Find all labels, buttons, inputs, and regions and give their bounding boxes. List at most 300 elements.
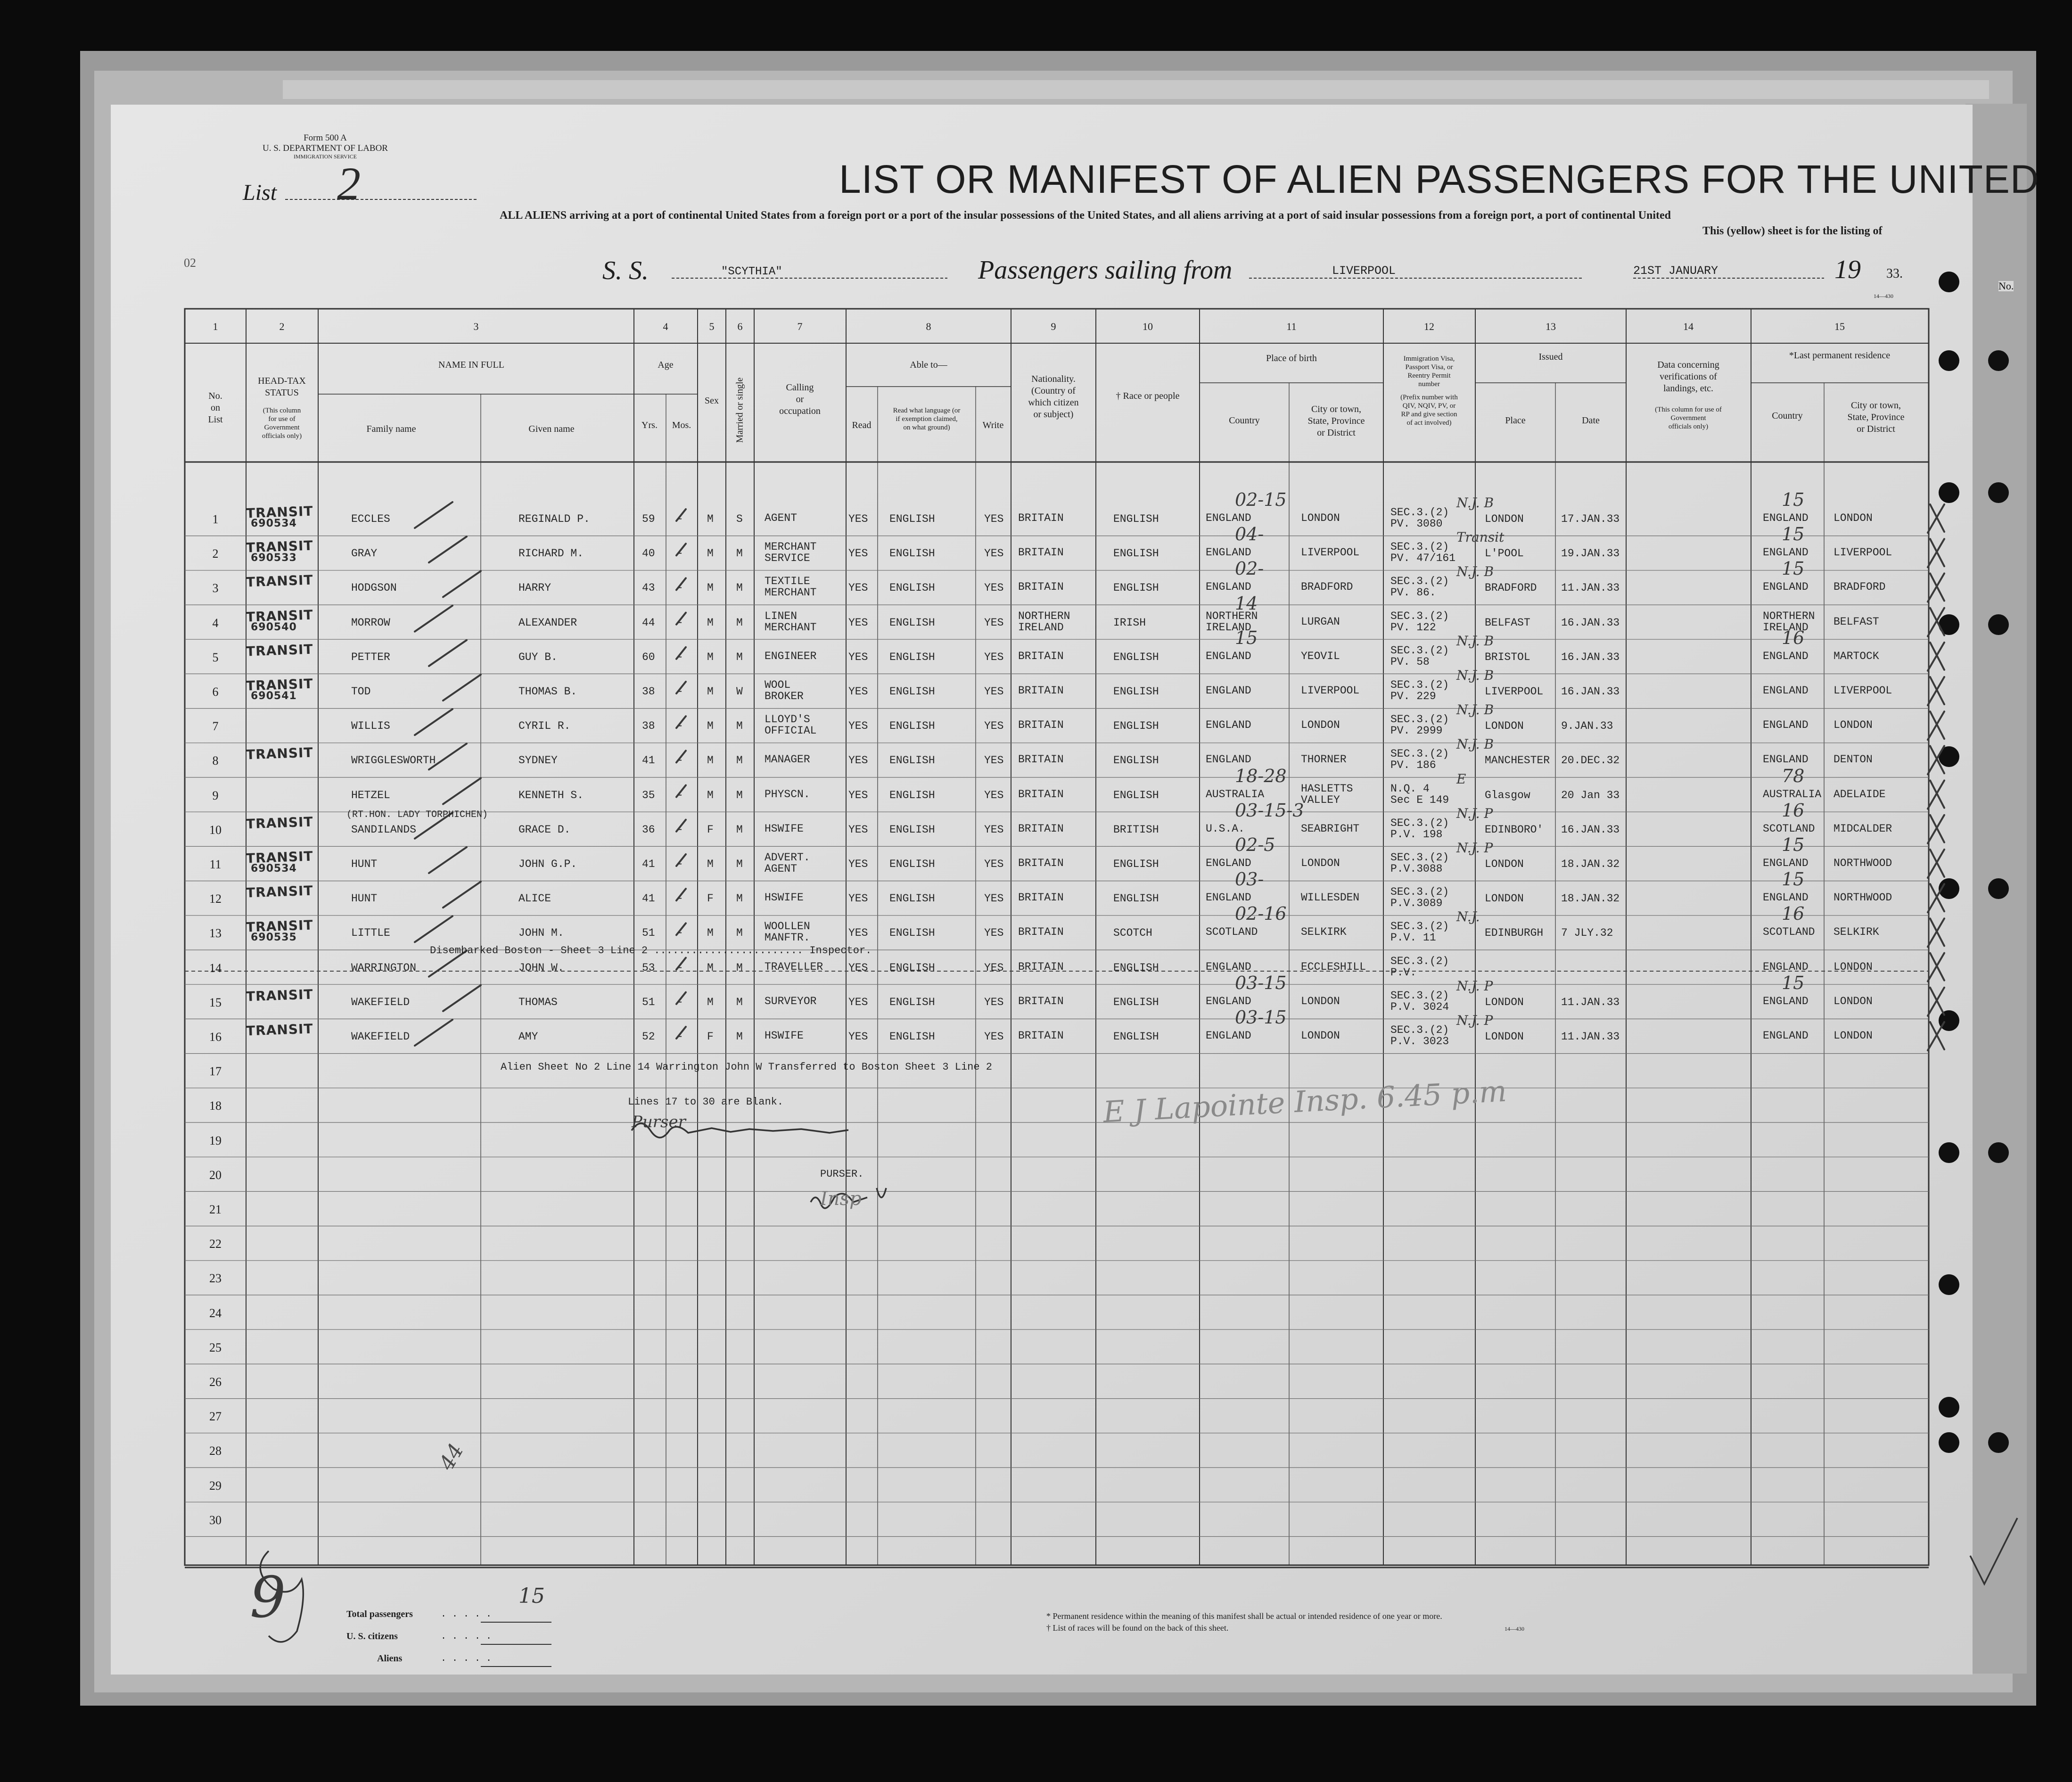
year-suffix: 33. [1886,266,1903,281]
residence-country: SCOTLAND [1763,926,1815,939]
residence-country: AUSTRALIA [1763,788,1822,800]
manifest-title: LIST OR MANIFEST OF ALIEN PASSENGERS FOR THE UNITED [839,157,2039,201]
read-language: ENGLISH [889,720,935,733]
row-number: 8 [212,754,219,768]
occupation: WOOLLEN [765,920,810,933]
residence-city: NORTHWOOD [1834,891,1892,904]
age-years: 52 [642,1031,655,1043]
transit-stamp-number: 690534 [251,518,297,529]
sex: M [707,858,714,870]
can-read: YES [848,1031,868,1043]
row-number: 27 [209,1410,222,1424]
age-years: 35 [642,789,655,801]
visa-number: P.V.3089 [1390,897,1443,910]
visa-number: P.V. 3023 [1390,1035,1449,1048]
residence-country: ENGLAND [1763,512,1809,524]
race: SCOTCH [1113,927,1152,940]
birth-code-annotation: 03-15 [1235,1007,1287,1028]
race: ENGLISH [1113,1031,1159,1043]
age-months: - [677,858,683,870]
birth-city: ECCLESHILL [1301,960,1366,973]
occupation: SURVEYOR [765,995,817,1007]
residence-city: LONDON [1834,995,1873,1007]
age-months: - [677,996,683,1008]
visa-number: SEC.3.(2) [1390,817,1449,829]
birth-country: ENGLAND [1206,581,1251,594]
visa-annotation: N.J. P [1456,978,1493,994]
row-number: 10 [209,823,222,837]
family-name: HETZEL [351,789,390,801]
issued-date: 17.JAN.33 [1561,513,1620,525]
nationality: BRITAIN [1018,512,1064,524]
row-number: 15 [209,995,222,1009]
total-line-2 [481,1644,551,1645]
occupation: MERCHANT [765,586,817,599]
header-landings: Data concerning verifications of landings, etc. [1657,360,1719,394]
residence-city: MARTOCK [1834,650,1879,662]
age-months: - [677,513,683,525]
birth-code-annotation: 14 [1235,593,1258,614]
nationality: BRITAIN [1018,753,1064,766]
age-months: - [677,720,683,733]
can-write: YES [984,513,1004,525]
birth-city: HASLETTS [1301,782,1353,795]
header-place-of-birth: Place of birth [1266,353,1317,363]
transit-stamp-number: 690540 [251,621,297,633]
birth-country: U.S.A. [1206,822,1245,835]
blank-lines-note: Lines 17 to 30 are Blank. [628,1096,784,1108]
row-number: 11 [209,858,222,871]
visa-annotation: Transit [1456,529,1505,545]
age-years: 44 [642,616,655,629]
residence-code-annotation: 16 [1782,627,1805,648]
row-number: 7 [212,719,219,734]
can-write: YES [984,616,1004,629]
birth-code-annotation: 15 [1235,627,1258,648]
transit-stamp-number: 690541 [251,690,297,702]
visa-number: P.V. 11 [1390,932,1436,944]
can-read: YES [848,720,868,733]
nationality: NORTHERN [1018,610,1070,622]
family-name: SANDILANDS [351,823,417,836]
header-write: Write [982,420,1004,430]
residence-country: ENGLAND [1763,650,1809,662]
header-no-on-list: No. on List [208,391,223,425]
occupation: MANFTR. [765,932,810,944]
visa-number: SEC.3.(2) [1390,575,1449,588]
marital-status: M [736,823,743,836]
row-number: 19 [209,1133,222,1147]
birth-city: LONDON [1301,719,1340,732]
can-write: YES [984,720,1004,733]
nationality: BRITAIN [1018,719,1064,732]
read-language: ENGLISH [889,685,935,698]
row-number: 30 [209,1513,222,1527]
can-read: YES [848,996,868,1008]
occupation: MANAGER [765,753,810,766]
birth-city: LONDON [1301,995,1340,1007]
sailing-date: 21ST JANUARY [1633,264,1718,278]
footnote-form-code: 14—430 [1505,1625,1524,1632]
can-read: YES [848,582,868,594]
read-language: ENGLISH [889,651,935,663]
header-last-residence: *Last permanent residence [1789,350,1891,361]
nationality: BRITAIN [1018,822,1064,835]
birth-country: AUSTRALIA [1206,788,1265,800]
residence-country: IRELAND [1763,621,1809,634]
race: ENGLISH [1113,582,1159,594]
header-read: Read [852,420,872,430]
intro-text-line-2: This (yellow) sheet is for the listing of [1702,225,1883,237]
given-name: JOHN G.P. [518,858,577,870]
visa-annotation: E [1456,771,1466,787]
race: ENGLISH [1113,754,1159,767]
race: IRISH [1113,616,1146,629]
header-head-tax: HEAD-TAX STATUS [258,376,306,398]
residence-country: ENGLAND [1763,719,1809,732]
issued-place: LONDON [1485,996,1524,1008]
column-number: 2 [279,321,285,332]
column-number: 10 [1143,321,1153,332]
can-write: YES [984,1031,1004,1043]
column-number: 1 [213,321,218,332]
age-months: - [677,547,683,560]
age-months: - [677,961,683,974]
header-able-to: Able to— [910,360,947,370]
visa-number: PV. 2999 [1390,725,1443,737]
can-write: YES [984,858,1004,870]
given-name: THOMAS B. [518,685,577,698]
can-read: YES [848,513,868,525]
issued-date: 20 Jan 33 [1561,789,1620,801]
marital-status: M [736,789,743,801]
marital-status: M [736,547,743,560]
us-citizens-leader: . . . . . [441,1631,492,1642]
row-number: 24 [209,1306,222,1320]
marital-status: M [736,754,743,767]
sex: F [707,892,714,905]
visa-number: PV. 186 [1390,759,1436,772]
residence-country: ENGLAND [1763,857,1809,869]
transit-stamp-number: 690535 [251,932,297,944]
transit-stamp: TRANSIT [246,607,313,625]
birth-city: LURGAN [1301,615,1340,628]
read-language: ENGLISH [889,823,935,836]
header-issued-place: Place [1505,415,1526,426]
marital-status: M [736,651,743,663]
race: ENGLISH [1113,685,1159,698]
residence-city: DENTON [1834,753,1873,766]
read-language: ENGLISH [889,961,935,974]
visa-number: SEC.3.(2) [1390,610,1449,622]
issued-date: 16.JAN.33 [1561,651,1620,663]
residence-city: MIDCALDER [1834,822,1892,835]
issued-date: 20.DEC.32 [1561,754,1620,767]
sex: F [707,1031,714,1043]
header-race: † Race or people [1116,391,1180,401]
issued-place: MANCHESTER [1485,754,1550,767]
issued-place: Glasgow [1485,789,1530,801]
visa-number: PV. 58 [1390,655,1430,668]
column-number: 5 [709,321,715,332]
birth-city: LONDON [1301,857,1340,869]
issued-date: 19.JAN.33 [1561,547,1620,560]
residence-country: ENGLAND [1763,753,1809,766]
birth-code-annotation: 03-15 [1235,972,1287,993]
read-language: ENGLISH [889,547,935,560]
marital-status: S [736,513,743,525]
row-number: 14 [209,961,222,975]
visa-number: P.V.3088 [1390,863,1443,875]
visa-number: SEC.3.(2) [1390,989,1449,1002]
sex: M [707,616,714,629]
sex: F [707,823,714,836]
us-citizens-label: U. S. citizens [346,1631,398,1642]
age-months: - [677,616,683,629]
issued-place: L'POOL [1485,547,1524,560]
birth-country: ENGLAND [1206,753,1251,766]
disembarked-note: Disembarked Boston - Sheet 3 Line 2 ........................ Inspector. [430,945,872,957]
visa-number: SEC.3.(2) [1390,1024,1449,1036]
family-name: GRAY [351,547,378,560]
occupation: AGENT [765,863,798,875]
can-write: YES [984,547,1004,560]
visa-annotation: N.J. P [1456,840,1493,856]
visa-number: P.V. [1390,966,1417,979]
visa-annotation: N.J. B [1456,564,1494,580]
form-number: Form 500 A [304,133,347,143]
issued-place: LONDON [1485,1031,1524,1043]
age-years: 59 [642,513,655,525]
issued-date: 16.JAN.33 [1561,685,1620,698]
column-number: 9 [1051,321,1056,332]
issued-date: 16.JAN.33 [1561,616,1620,629]
residence-code-annotation: 78 [1782,765,1805,786]
birth-code-annotation: 18-28 [1235,765,1287,786]
birth-code-annotation: 02-16 [1235,903,1287,924]
birth-city: LIVERPOOL [1301,685,1360,697]
occupation: SERVICE [765,552,810,565]
age-years: 51 [642,996,655,1008]
race: ENGLISH [1113,892,1159,905]
residence-city: LONDON [1834,1030,1873,1042]
given-name: RICHARD M. [518,547,584,560]
occupation: AGENT [765,512,798,524]
marital-status: M [736,582,743,594]
form-code-top: 14—430 [1874,293,1893,299]
visa-number: SEC.3.(2) [1390,644,1449,657]
read-language: ENGLISH [889,927,935,940]
issued-place: LONDON [1485,513,1524,525]
birth-country: ENGLAND [1206,719,1251,732]
visa-number: SEC.3.(2) [1390,851,1449,864]
sailing-from-label: Passengers sailing from [978,256,1233,285]
age-months: - [677,754,683,767]
visa-number: N.Q. 4 [1390,782,1430,795]
visa-annotation: N.J. B [1456,702,1494,718]
visa-number: PV. 47/161 [1390,552,1456,565]
visa-number: PV. 229 [1390,690,1436,702]
header-birth-city: City or town, State, Province or District [1307,404,1365,438]
form-identifier [222,133,429,160]
occupation: HSWIFE [765,822,804,835]
transit-stamp: TRANSIT [246,986,313,1005]
read-language: ENGLISH [889,858,935,870]
row-number: 2 [212,547,219,561]
nationality: BRITAIN [1018,788,1064,800]
given-name: JOHN W. [518,961,564,974]
birth-code-annotation: 03-15-3 [1235,800,1304,821]
total-passengers-label: Total passengers [346,1609,413,1619]
age-months: - [677,685,683,698]
column-number: 12 [1424,321,1434,332]
birth-country: SCOTLAND [1206,926,1258,939]
sex: M [707,961,714,974]
issued-place: EDINBURGH [1485,927,1544,940]
occupation: PHYSCN. [765,788,810,800]
age-months: - [677,789,683,801]
can-read: YES [848,754,868,767]
row-number: 21 [209,1203,222,1216]
issued-place: BRADFORD [1485,582,1537,594]
occupation: HSWIFE [765,1030,804,1042]
marital-status: M [736,616,743,629]
departure-port: LIVERPOOL [1332,264,1396,278]
birth-code-annotation: 02-5 [1235,834,1275,855]
read-language: ENGLISH [889,616,935,629]
row-number: 4 [212,616,219,630]
row-number: 26 [209,1375,222,1389]
department-label: U. S. DEPARTMENT OF LABOR [263,143,388,153]
header-birth-country: Country [1229,415,1260,426]
transit-stamp: TRANSIT [246,814,313,832]
given-name: REGINALD P. [518,513,590,525]
occupation: LLOYD'S [765,713,810,726]
header-visa-note: (Prefix number with QIV, NQIV, PV, or RP and give section of act involved) [1400,394,1458,427]
nationality: BRITAIN [1018,650,1064,662]
read-language: ENGLISH [889,892,935,905]
birth-country: NORTHERN [1206,610,1258,622]
sex: M [707,513,714,525]
given-name: SYDNEY [518,754,558,767]
age-years: 41 [642,754,655,767]
residence-country: ENGLAND [1763,685,1809,697]
visa-annotation: N.J. B [1456,668,1494,683]
transit-stamp: TRANSIT [246,917,313,935]
family-name: WRIGGLESWORTH [351,754,436,767]
family-name: PETTER [351,651,390,663]
occupation: HSWIFE [765,891,804,904]
row-number: 25 [209,1340,222,1354]
header-calling: Calling or occupation [779,382,821,416]
issued-date: 7 JLY.32 [1561,927,1613,940]
family-name: ECCLES [351,513,390,525]
occupation: TEXTILE [765,575,810,588]
occupation: BROKER [765,690,804,702]
residence-code-annotation: 16 [1782,903,1805,924]
row-number: 12 [209,892,222,906]
transit-stamp: TRANSIT [246,572,313,590]
marital-status: M [736,961,743,974]
nationality: BRITAIN [1018,960,1064,973]
issued-place: LIVERPOOL [1485,685,1544,698]
sex: M [707,651,714,663]
race: ENGLISH [1113,547,1159,560]
transit-stamp: TRANSIT [246,641,313,660]
residence-city: ADELAIDE [1834,788,1886,800]
residence-code-annotation: 15 [1782,972,1805,993]
visa-number: SEC.3.(2) [1390,920,1449,933]
row-number: 1 [212,512,219,526]
residence-city: SELKIRK [1834,926,1879,939]
residence-city: LONDON [1834,512,1873,524]
birth-city: LONDON [1301,1030,1340,1042]
ship-name: "SCYTHIA" [721,265,782,278]
birth-city: BRADFORD [1301,581,1353,594]
nationality: BRITAIN [1018,581,1064,594]
given-name: JOHN M. [518,927,564,940]
birth-city: YEOVIL [1301,650,1340,662]
header-nationality: Nationality. (Country of which citizen or subject) [1028,374,1079,420]
nationality: BRITAIN [1018,1030,1064,1042]
family-name: HUNT [351,858,378,870]
issued-place: BRISTOL [1485,651,1530,663]
read-language: ENGLISH [889,754,935,767]
read-language: ENGLISH [889,582,935,594]
row-number: 28 [209,1444,222,1458]
header-head-tax-note: (This column for use of Government officials only) [262,407,302,440]
row-number: 9 [212,788,219,802]
header-given-name: Given name [528,424,575,434]
sex: M [707,789,714,801]
transit-stamp: TRANSIT [246,883,313,901]
row-number: 5 [212,650,219,664]
family-name: WAKEFIELD [351,1031,410,1043]
birth-country: ENGLAND [1206,857,1251,869]
birth-country: ENGLAND [1206,546,1251,559]
aliens-label: Aliens [377,1653,403,1664]
family-name-note: (RT.HON. LADY TORPHICHEN) [346,809,488,820]
sex: M [707,996,714,1008]
visa-number: Sec E 149 [1390,793,1449,806]
visa-number: SEC.3.(2) [1390,886,1449,899]
can-read: YES [848,927,868,940]
residence-code-annotation: 15 [1782,558,1805,579]
family-name: WAKEFIELD [351,996,410,1008]
marital-status: M [736,892,743,905]
age-months: - [677,1031,683,1043]
transit-stamp: TRANSIT [246,744,313,763]
given-name: GUY B. [518,651,558,663]
read-language: ENGLISH [889,789,935,801]
visa-number: SEC.3.(2) [1390,748,1449,760]
issued-date: 11.JAN.33 [1561,996,1620,1008]
issued-date: 16.JAN.33 [1561,823,1620,836]
age-years: 36 [642,823,655,836]
issued-place: EDINBORO' [1485,823,1544,836]
header-age: Age [658,360,674,370]
residence-code-annotation: 16 [1782,800,1805,821]
visa-number: P.V. 198 [1390,828,1443,841]
marital-status: W [736,685,743,698]
marital-status: M [736,1031,743,1043]
visa-number: SEC.3.(2) [1390,713,1449,726]
given-name: ALICE [518,892,551,905]
row-number: 23 [209,1271,222,1286]
sex: M [707,582,714,594]
margin-mark: 02 [184,256,196,270]
header-married-or-single: Married or single [734,377,745,443]
